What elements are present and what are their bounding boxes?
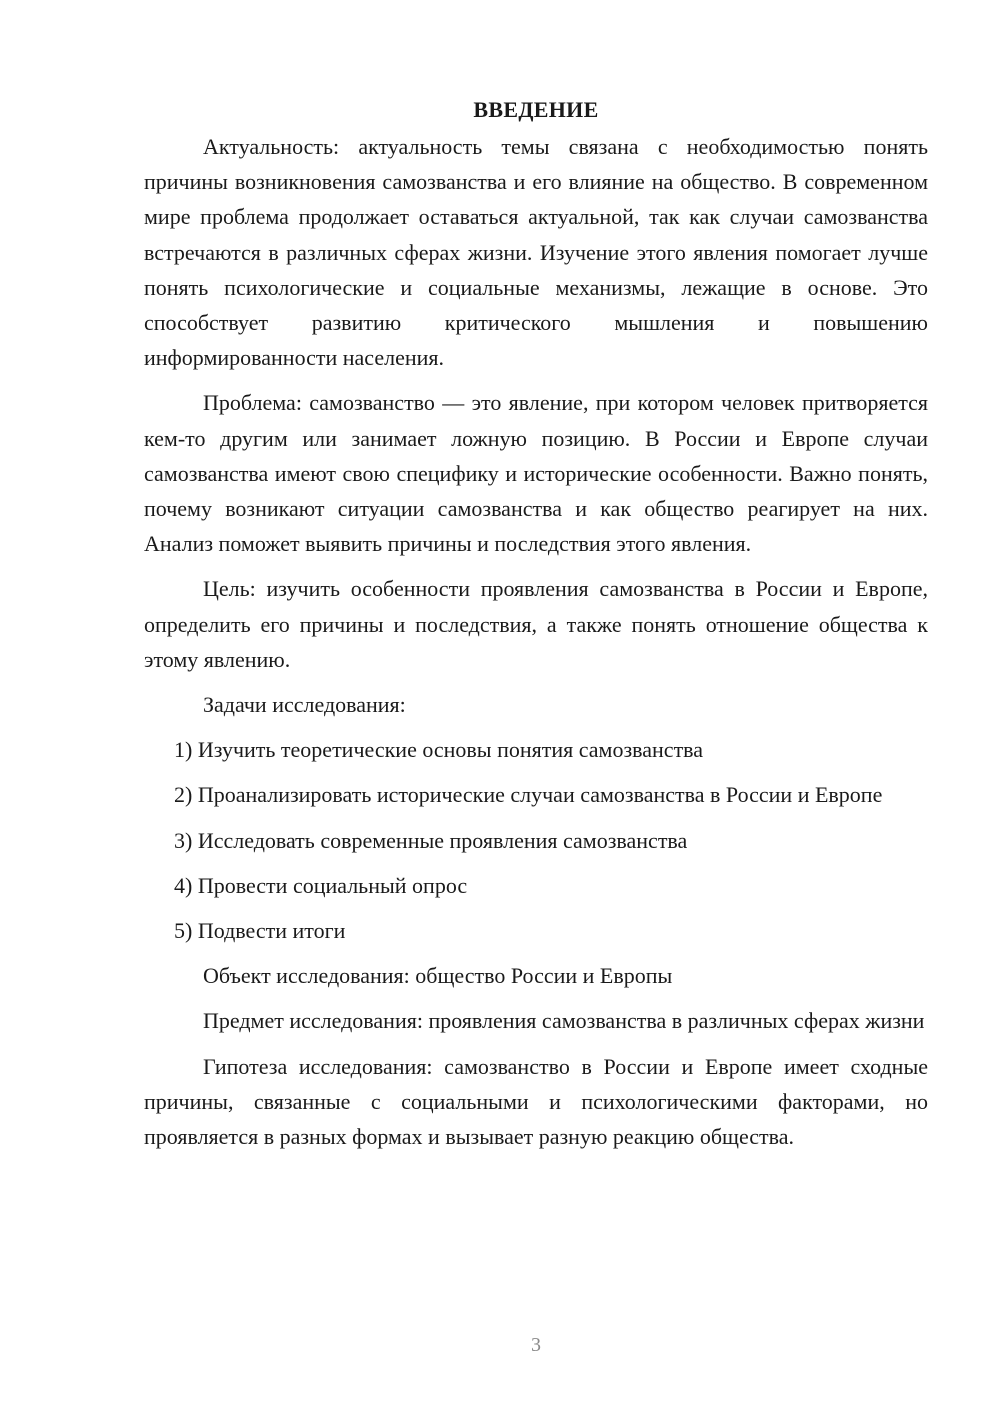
paragraph-relevance: Актуальность: актуальность темы связана с необходимостью понять причины возникновения самозванства и его влияние на общество. В современном мире проблема продолжает оставаться актуальной, так как случаи самозванства встречаются в различных сферах жизни. Изучение этого явления помогает лучше понять психологические и социальные механизмы, лежащие в основе. Это способствует развитию критического мышления и повышению информированности населения. bbox=[144, 134, 928, 371]
paragraph-object: Объект исследования: общество России и Европы bbox=[203, 963, 673, 989]
paragraph-subject: Предмет исследования: проявления самозванства в различных сферах жизни bbox=[203, 1008, 925, 1034]
tasks-heading: Задачи исследования: bbox=[203, 692, 406, 718]
task-item-3: 3) Исследовать современные проявления самозванства bbox=[174, 827, 688, 853]
paragraph-problem: Проблема: самозванство — это явление, при котором человек притворяется кем-то другим или занимает ложную позицию. В России и Европе случаи самозванства имеют свою специфику и исторические особенности. Важно понять, почему возникают ситуации самозванства и как общество реагирует на них. Анализ поможет выявить причины и последствия этого явления. bbox=[144, 390, 928, 557]
task-item-1: 1) Изучить теоретические основы понятия самозванства bbox=[174, 737, 704, 763]
paragraph-goal: Цель: изучить особенности проявления самозванства в России и Европе, определить его причины и последствия, а также понять отношение общества к этому явлению. bbox=[144, 576, 928, 672]
page-title: ВВЕДЕНИЕ bbox=[473, 97, 599, 122]
page-content bbox=[144, 92, 928, 1164]
task-item-2: 2) Проанализировать исторические случаи самозванства в России и Европе bbox=[174, 782, 883, 808]
paragraph-hypothesis: Гипотеза исследования: самозванство в России и Европе имеет сходные причины, связанные с социальными и психологическими факторами, но проявляется в разных формах и вызывает разную реакцию общества. bbox=[144, 1053, 928, 1150]
task-item-5: 5) Подвести итоги bbox=[174, 918, 346, 944]
task-item-4: 4) Провести социальный опрос bbox=[174, 872, 468, 898]
page-number: 3 bbox=[531, 1334, 541, 1356]
